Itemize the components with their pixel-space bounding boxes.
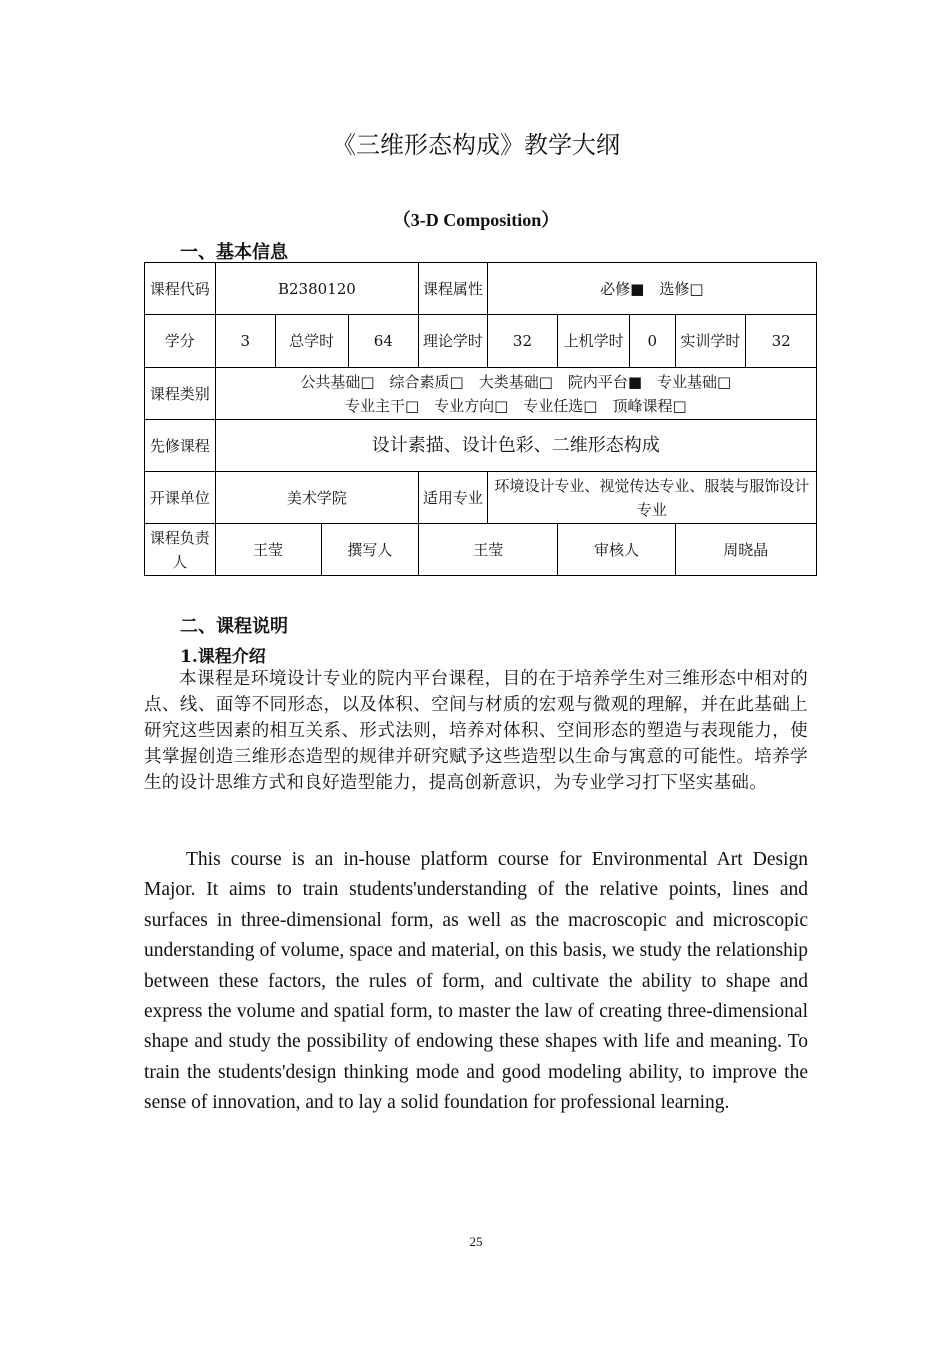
english-subtitle: （3-D Composition）: [392, 210, 560, 230]
course-category-value: [215, 368, 816, 420]
table-row: [145, 420, 817, 472]
table-row: [145, 368, 817, 420]
course-attr-value: 必修■ 选修□: [487, 263, 816, 315]
course-code-value: B2380120: [215, 263, 419, 315]
credit-value: 3: [215, 315, 275, 368]
category-line-1: 公共基础□ 综合素质□ 大类基础□ 院内平台■ 专业基础□: [300, 372, 732, 391]
category-line-2: 专业主干□ 专业方向□ 专业任选□ 顶峰课程□: [344, 396, 687, 415]
writer-label: 撰写人: [321, 524, 419, 576]
practice-hours-value: 32: [746, 315, 817, 368]
computer-hours-value: 0: [629, 315, 675, 368]
major-label: 适用专业: [419, 472, 488, 524]
course-intro-english-paragraph: This course is an in-house platform course for Environmental Art Design Major. It aims to train students'understanding of the relative points, lines and surfaces in three-dimensional form, as well as the macroscopic and microscopic understanding of volume, space and material, on this basis, we study the relationship between these factors, the rules of form, and cultivate the ability to shape and express the volume and spatial form, to master the law of creating three-dimensional shape and study the possibility of endowing these shapes with life and meaning. To train the students'design thinking mode and good modeling ability, to improve the sense of innovation, and to lay a solid foundation for professional learning.: [144, 849, 808, 1114]
table-row: [145, 472, 817, 524]
table-row: [145, 263, 817, 315]
course-intro-chinese-paragraph: 本课程是环境设计专业的院内平台课程，目的在于培养学生对三维形态中相对的点、线、面等不同形态，以及体积、空间与材质的宏观与微观的理解，并在此基础上研究这些因素的相互关系、形式法则，培养对体积、空间形态的塑造与表现能力，使其掌握创造三维形态造型的规律并研究赋予这些造型以生命与寓意的可能性。培养学生的设计思维方式和良好造型能力，提高创新意识，为专业学习打下坚实基础。: [144, 669, 808, 793]
course-attr-label: 课程属性: [419, 263, 488, 315]
prereq-label: 先修课程: [145, 420, 216, 472]
basic-info-table: [144, 262, 817, 576]
writer-value: 王莹: [419, 524, 558, 576]
owner-value: 王莹: [215, 524, 321, 576]
practice-hours-label: 实训学时: [675, 315, 746, 368]
computer-hours-label: 上机学时: [558, 315, 630, 368]
major-value: 环境设计专业、视觉传达专业、服装与服饰设计专业: [487, 472, 816, 524]
course-category-label: 课程类别: [145, 368, 216, 420]
credit-label: 学分: [145, 315, 216, 368]
theory-hours-value: 32: [487, 315, 558, 368]
page-number: 25: [469, 1234, 483, 1249]
unit-label: 开课单位: [145, 472, 216, 524]
unit-value: 美术学院: [215, 472, 419, 524]
section-basic-info-heading: 一、基本信息: [180, 242, 288, 263]
reviewer-value: 周晓晶: [675, 524, 816, 576]
course-code-label: 课程代码: [145, 263, 216, 315]
section-course-description-heading: 二、课程说明: [180, 616, 288, 637]
document-title: 《三维形态构成》教学大纲: [332, 131, 620, 159]
course-intro-heading: 1.课程介绍: [180, 647, 266, 667]
reviewer-label: 审核人: [558, 524, 675, 576]
total-hours-label: 总学时: [275, 315, 348, 368]
theory-hours-label: 理论学时: [419, 315, 488, 368]
prereq-value: 设计素描、设计色彩、二维形态构成: [215, 420, 816, 472]
table-row: [145, 315, 817, 368]
table-row: [145, 524, 817, 576]
owner-label: 课程负责人: [145, 524, 216, 576]
total-hours-value: 64: [348, 315, 419, 368]
